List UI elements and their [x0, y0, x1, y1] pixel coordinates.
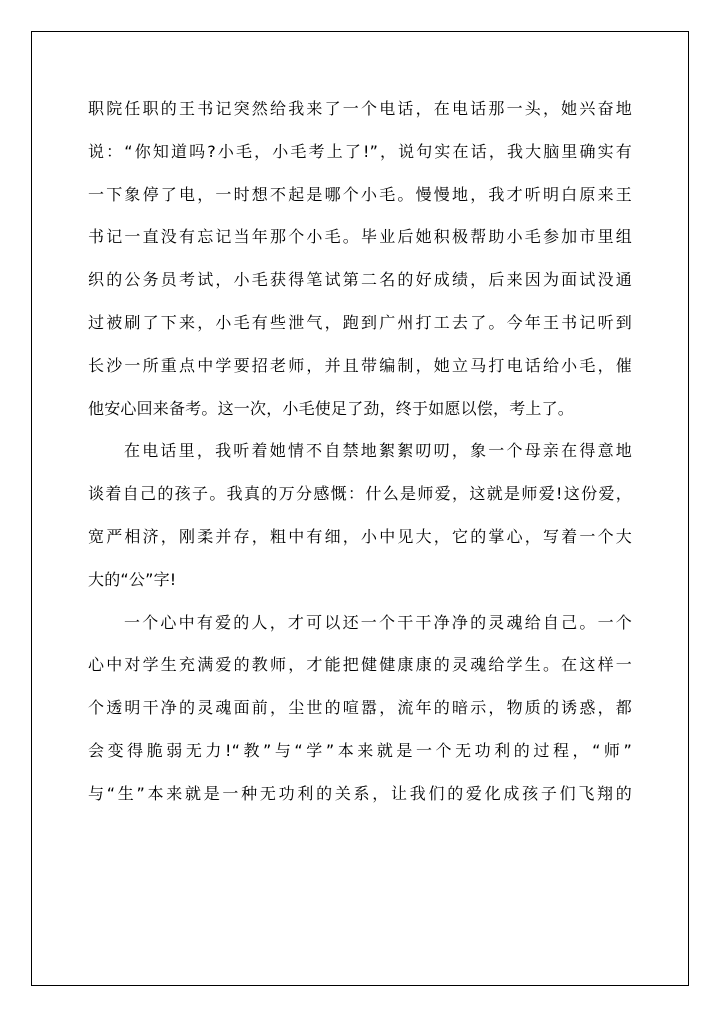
text-line: 一个心中有爱的人，才可以还一个干干净净的灵魂给自己。一个 — [124, 612, 632, 632]
paragraph — [88, 436, 632, 607]
text-line: 职院任职的王书记突然给我来了一个电话，在电话那一头，她兴奋地 — [88, 99, 632, 118]
text-line: 个透明干净的灵魂面前，尘世的喧嚣，流年的暗示，物质的诱惑，都 — [88, 698, 632, 718]
text-line: 书记一直没有忘记当年那个小毛。毕业后她积极帮助小毛参加市里组 — [88, 227, 632, 247]
text-line: 在电话里，我听着她情不自禁地絮絮叨叨，象一个母亲在得意地 — [124, 441, 632, 461]
text-line: 大的“公”字! — [88, 569, 177, 589]
text-line: 心中对学生充满爱的教师，才能把健健康康的灵魂给学生。在这样一 — [88, 655, 632, 675]
text-line: 织的公务员考试，小毛获得笔试第二名的好成绩，后来因为面试没通 — [88, 270, 632, 290]
paragraph — [88, 608, 632, 822]
text-line: 一下象停了电，一时想不起是哪个小毛。慢慢地，我才听明白原来王 — [88, 184, 632, 204]
text-line: 他安心回来备考。这一次，小毛使足了劲，终于如愿以偿，考上了。 — [88, 398, 575, 418]
text-line: 谈着自己的孩子。我真的万分感慨：什么是师爱，这就是师爱!这份爱， — [88, 484, 632, 504]
text-line: 过被刷了下来，小毛有些泄气，跑到广州打工去了。今年王书记听到 — [88, 312, 632, 332]
text-line: 与“生”本来就是一种无功利的关系，让我们的爱化成孩子们飞翔的 — [88, 783, 632, 803]
text-line: 会变得脆弱无力!“教”与“学”本来就是一个无功利的过程，“师” — [88, 740, 632, 760]
text-line: 说：“你知道吗?小毛，小毛考上了!”，说句实在话，我大脑里确实有 — [88, 141, 632, 161]
text-line: 长沙一所重点中学要招老师，并且带编制，她立马打电话给小毛，催 — [88, 355, 632, 375]
text-line: 宽严相济，刚柔并存，粗中有细，小中见大，它的掌心，写着一个大 — [88, 526, 632, 546]
document-body — [88, 94, 632, 822]
paragraph — [88, 94, 632, 436]
